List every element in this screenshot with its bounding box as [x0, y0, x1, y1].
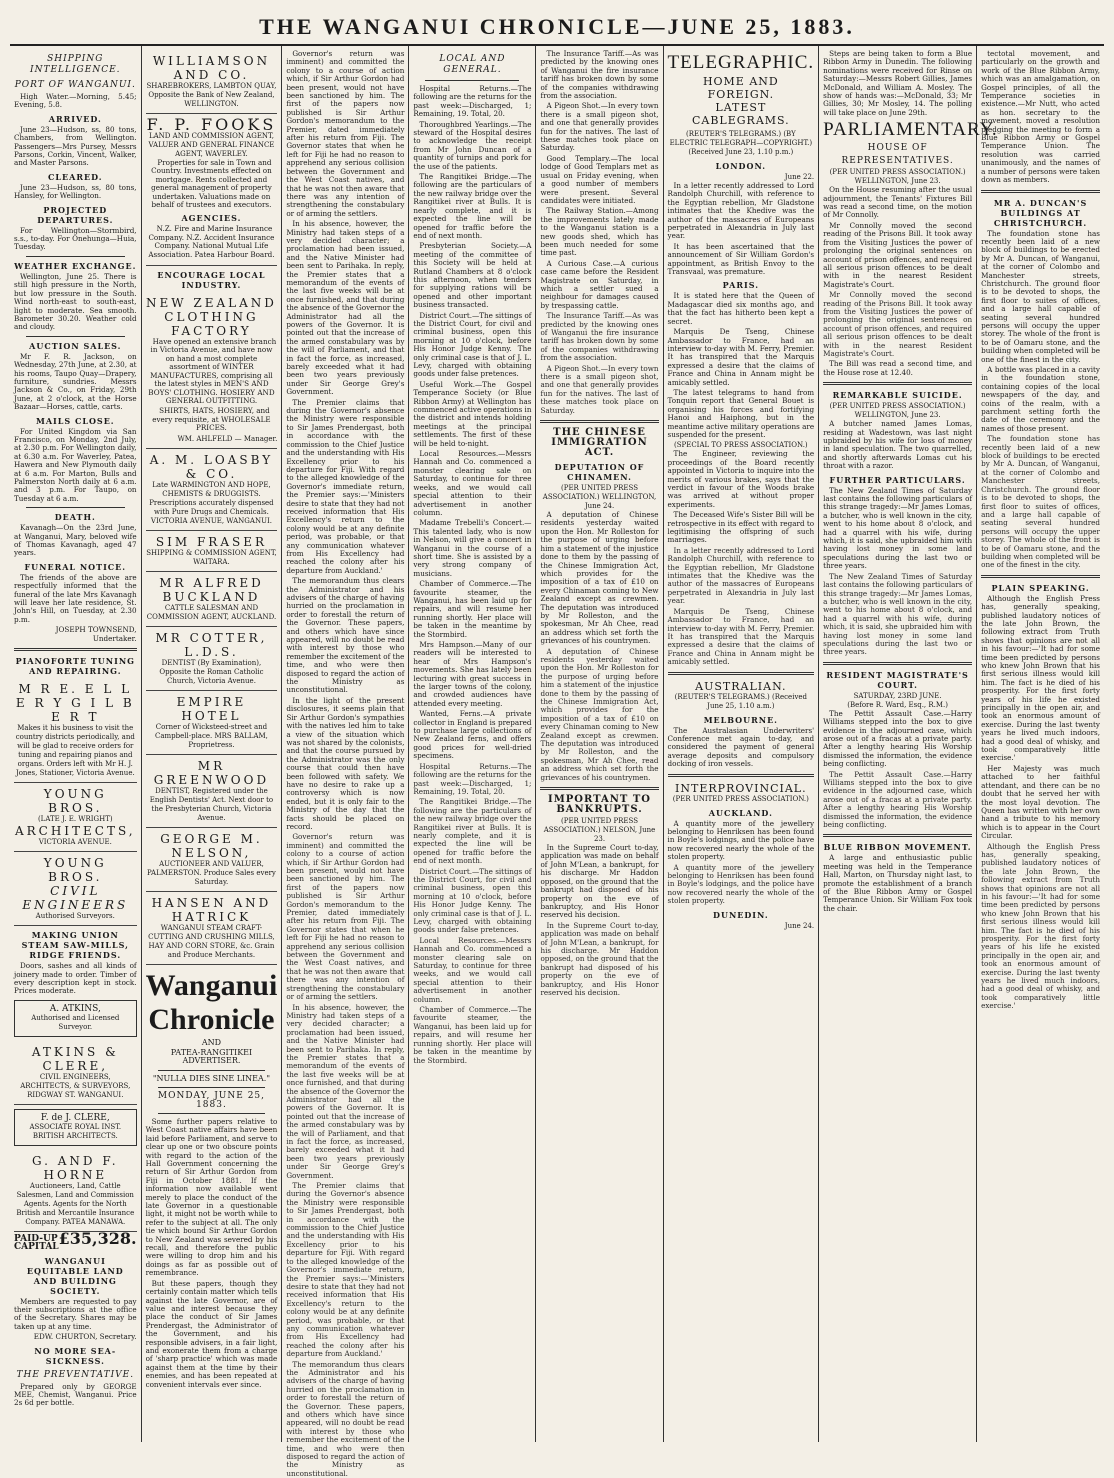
further-heading: FURTHER PARTICULARS. [829, 474, 966, 485]
local-item: The Railway Station.—Among the improvements lately made to the Wanganui station is a new goods shed, which has been much needed for some time past. [540, 206, 659, 258]
steam-heading: MAKING UNION STEAM SAW-MILLS, RIDGE FRIENDS. [21, 930, 129, 961]
local-item: Madame Trebelli's Concert.—This talented lady, who is now in Nelson, will give a concert in Wanganui in the course of a short time. She is assisted by a very strong company of musicians. [413, 518, 532, 578]
ad-clere-name: F. de J. CLERE, [40, 1112, 110, 1123]
projected-text: For Wellington—Stormbird, s.s., to-day. For Onehunga—Huia, Tuesday. [14, 225, 137, 252]
marquis-text: Marquis De Tseng, Chinese Ambassador to France, had an interview to-day with M. Ferry, Premier. It has transpired that the Marquis expressed a desire that the claims of France and China in Annam might be amicably settled. [667, 327, 815, 387]
resident-heading: RESIDENT MAGISTRATE'S COURT. [826, 669, 969, 690]
encourage-heading: ENCOURAGE LOCAL INDUSTRY. [157, 270, 266, 291]
port-heading: PORT OF WANGANUI. [14, 80, 136, 90]
special-source: (SPECIAL TO PRESS ASSOCIATION.) [673, 441, 808, 450]
high-water: High Water.—Morning, 5.45; Evening, 5.8. [14, 92, 137, 110]
leader-para-3b: Governor's return was imminent) and committed the colony to a course of action which, if Sir Arthur Gordon had been present, would not have been sanctioned by him. The first of the papers now published is Sir Arthur Gordon's memorandum to the Premier, dated immediately after his return from Fiji. The Governor states that when he left for Fiji he had no reason to apprehend any serious collision between the Government and the West Coast natives, and that he was not then aware that there was any intention of strengthening the constabulary or of arming the settlers. [286, 832, 405, 1002]
auckland-text-b: A quantity more of the jewellery belonging to Henriksen has been found in Boyle's lodgings, and the police have now recovered nearly the whole of the stolen property. [667, 862, 815, 906]
ad-hatrick [146, 892, 278, 965]
local-item: The Rangitikei Bridge.—The following are the particulars of the new railway bridge over the Rangitikei river at Bulls. It is nearly complete, and it is expected the line will be opened for traffic before the end of next month. [413, 797, 532, 866]
arrived-text: June 23—Hudson, ss, 80 tons, Chambers, from Wellington. Passengers—Mrs Pursey, Messrs Parsons, Corkin, Vincent, Walker, and Master Parsons. [14, 124, 137, 168]
latest-cablegrams: LATEST CABLEGRAMS. [691, 101, 790, 127]
column-misc [977, 46, 1104, 1442]
local-item: A Pigeon Shot.—In every town there is a small pigeon shot, and one that generally provides fun for the natives. The last of these matches took place on Saturday. [540, 101, 659, 153]
local-item: Useful Work.—The Gospel Temperance Society (or Blue Ribbon Army) at Wellington has commenced active operations in the district and intends holding meetings at the principal settlements. The first of these will be held to-night. [413, 379, 532, 448]
ad-fraser-sub: SHIPPING & COMMISSION AGENT, WAITARA. [146, 548, 277, 566]
ad-horne [14, 1150, 137, 1232]
home-foreign: HOME AND FOREIGN. [702, 75, 779, 101]
divider [14, 648, 137, 651]
duncan-text-2: A bottle was placed in a cavity in the foundation stone, containing copies of the local newspapers of the day, and coins of the realm, with a parchment setting forth the date of the ceremony and the names of those present. [981, 365, 1100, 433]
london-text-c: Marquis De Tseng, Chinese Ambassador to France, had an interview to-day with M. Ferry, Premier. It has transpired that the Marquis expressed a desire that the claims of France and China in Annam might be amicably settled. [667, 606, 815, 667]
divider [540, 787, 658, 790]
ad-atkins-sub: Authorised and Licensed Surveyor. [31, 1013, 120, 1031]
london-text-4: The Engineer, reviewing the proceedings of the Board recently appointed in Victoria to inquire into the merits of various brakes, says that the verdict in favour of the Woods brake was arrived at without proper experiments. [667, 449, 815, 509]
weather-heading: WEATHER EXCHANGE. [14, 260, 137, 271]
london-text-5: The Deceased Wife's Sister Bill will be retrospective in its effect with regard to legitimising the offspring of such marriages. [667, 510, 815, 545]
interprovincial-heading: INTERPROVINCIAL. [675, 781, 807, 795]
london-text-2: It has been ascertained that the announcement of Sir William Gordon's appointment, as British Envoy to the Transvaal, was premature. [667, 241, 815, 277]
divider [823, 382, 972, 385]
telegraphic-heading: TELEGRAPHIC. [667, 52, 815, 73]
column-local-general [409, 46, 536, 1442]
leader-para-2: But these papers, though they certainly contain matter which tells against the late Governor, are of value and interest because they place the conduct of Sir James Prendergast, the Administrator of the Government, and his responsible advisers, in a fair light, and exonerate them from a charge of 'sharp practice' which was made against them at the time by their enemies, and has been repeated at convenient intervals ever since. [145, 1278, 278, 1389]
preventive-heading: THE PREVENTATIVE. [16, 1369, 135, 1380]
issue-date: MONDAY, JUNE 25, 1883. [157, 1091, 266, 1110]
plain-text: Although the English Press has, generally speaking, published laudatory notices of the late John Brown, the following extract from Truth shows that opinions are not all in his favour:—'It had for some time been predicted by persons who knew John Brown that his first serious illness would kill him. The fact is he died of his prosperity. For the first forty years of his life he existed principally in the open air, and took an enormous amount of exercise. During the last twenty years he lived much indoors, had a good deal of whisky, and took comparatively little exercise.' [981, 593, 1100, 763]
ad-engineers-sub: Authorised Surveyors. [35, 912, 115, 921]
paid-amount: £35,328. [58, 1228, 137, 1248]
sea-heading: NO MORE SEA-SICKNESS. [34, 1345, 117, 1366]
ad-loasby-sub: Late WARMINGTON AND HOPE, CHEMISTS & DRUGGISTS. [152, 480, 271, 498]
parliament-text-2: Mr Connolly moved the second reading of the Prisons Bill. It took away from the Visiting Justices the power of prolonging the original sentences on account of prison offences, and required all serious prison offences to be dealt with in the nearest Resident Magistrate's Court. [823, 220, 973, 289]
ad-nz-body2: SHIRTS, HATS, HOSIERY, and every requisite, at WHOLESALE PRICES. [152, 406, 271, 433]
local-item: Wanted, Ferns.—A private collector in England is prepared to purchase large collections of New Zealand ferns, and offers good prices for well-dried specimens. [413, 709, 532, 761]
ad-atkins-name: A. ATKINS, [49, 1003, 101, 1014]
ad-young2-name: YOUNG BROS. [43, 856, 107, 885]
ad-cotter-name: MR COTTER, L.D.S. [155, 630, 268, 659]
ad-buckland [146, 572, 278, 627]
ad-nz-clothing-name: NEW ZEALAND CLOTHING FACTORY [145, 296, 277, 339]
parliament-text-2b: Mr Connolly moved the second reading of the Prisons Bill. It took away from the Visiting Justices the power of prolonging the original sentences on account of prison offences, and required all serious prison offences to be dealt with in the nearest Resident Magistrate's Court. [823, 290, 973, 358]
local-item: Mrs Hampson.—Many of our readers will be interested to hear of Mrs Hampson's movements. She has lately been lecturing with great success in the larger towns of the colony, and crowded audiences have attended every meeting. [413, 640, 532, 708]
divider [158, 1087, 266, 1088]
ad-nelson-name: GEORGE M. NELSON, [160, 831, 263, 860]
ad-cotter-sub: DENTIST (By Examination), Opposite the Roman Catholic Church, Victoria Avenue. [159, 658, 264, 685]
ad-gilbert-name: M R E. E L L E R Y G I L B E R T [15, 682, 135, 725]
auckland-text: A quantity more of the jewellery belonging to Henriksen has been found in Boyle's lodgings, and the police have now recovered nearly the whole of the stolen property. [667, 818, 815, 862]
further-text-b: The New Zealand Times of Saturday last contains the following particulars of this strange tragedy:—Mr James Lomas, a butcher, who is well known in the city, went to his home about 8 o'clock, and had a quarrel with his wife, during which, it is said, she upbraided him with having lost money in some land speculations during the last two or three years. [823, 571, 973, 657]
ad-clere-sub: ASSOCIATE ROYAL INST. BRITISH ARCHITECTS. [29, 1122, 122, 1140]
melbourne-text: The Australasian Underwriters' Conference met again to-day, and considered the payment of general average deposits and compulsory docking of iron vessels. [667, 725, 815, 769]
auction-text: Mr F. R. Jackson, on Wednesday, 27th June, at 2.30, at his rooms, Taupo Quay—Drapery, furniture, sundries. Messrs Jackson & Co., on Friday, 29th June, at 2 o'clock, at the Horse Bazaar—Horses, cattle, carts. [14, 351, 137, 412]
divider [981, 575, 1100, 578]
shipping-heading: SHIPPING INTELLIGENCE. [30, 54, 121, 75]
ad-buckland-name: MR ALFRED BUCKLAND [159, 575, 264, 604]
local-item: Hospital Returns.—The following are the returns for the past week:—Discharged, 1; Remaining, 19. Total, 20. [413, 761, 532, 796]
inter-source: (PER UNITED PRESS ASSOCIATION.) [672, 794, 809, 803]
society-text: Members are requested to pay their subscriptions at the office of the Secretary. Shares may be taken up at any time. [14, 1296, 137, 1331]
divider [668, 774, 815, 777]
ad-williamson-name: WILLIAMSON AND CO. [152, 54, 271, 82]
agencies-text: N.Z. Fire and Marine Insurance Company. N.Z. Accident Insurance Company. National Mutual Life Association. Patea Harbour Board. [148, 224, 275, 259]
local-item: A Curious Case.—A curious case came before the Resident Magistrate on Saturday, in which a settler sued a neighbour for damages caused by trespassing cattle. [540, 258, 659, 310]
undertaker: JOSEPH TOWNSEND, Undertaker. [55, 625, 137, 643]
chinese-heading: THE CHINESE IMMIGRATION ACT. [551, 427, 648, 459]
paid-up-capital [14, 1228, 137, 1253]
london-text-b: In a letter recently addressed to Lord Randolph Churchill, with reference to the Egyptian rebellion, Mr Gladstone intimates that the Khedive was the author of the massacres of Europeans perpetrated in Alexandria in July last year. [667, 545, 815, 606]
australian-heading: AUSTRALIAN. [695, 679, 787, 693]
suicide-heading: REMARKABLE SUICIDE. [832, 390, 963, 401]
chinese-text-b: A deputation of Chinese residents yesterday waited upon the Hon. Mr Rolleston for the purpose of urging before him a statement of the injustice done to them by the passing of the Chinese Immigration Act, which provides for the imposition of a tax of £10 on every Chinaman coming to New Zealand except as crewmen. The deputation was introduced by Mr Rolleston, and the spokesman, Mr Ah Chee, read an address which set forth the grievances of his countrymen. [540, 646, 659, 782]
paris-text: It is stated here that the Queen of Madagascar died six months ago, and that the fact has hitherto been kept a secret. [667, 291, 815, 326]
mails-text: For United Kingdom via San Francisco, on Monday, 2nd July, at 2.30 p.m. For Wellington daily, at 6.30 a.m. For Waverley, Patea, Hawera and New Plymouth daily at 6 a.m. For Marton, Bulls and Palmerston North daily at 6 a.m. and 3 p.m. For Taupo, on Tuesday at 6 a.m. [14, 426, 137, 503]
london-heading: LONDON. [715, 161, 767, 171]
column-telegraphic [664, 46, 820, 1442]
column-advertisements [142, 46, 283, 1442]
dunedin-heading: DUNEDIN. [713, 909, 769, 920]
telegraph-source: (REUTER'S TELEGRAMS.) (BY ELECTRIC TELEGRAPH—COPYRIGHT.) (Received June 23, 1.10 p.m.) [669, 130, 813, 156]
parliament-source: (PER UNITED PRESS ASSOCIATION.) WELLINGTON, June 23. [829, 168, 966, 186]
ribbon-continued: tectotal movement, and particularly on the growth and work of the Blue Ribbon Army, which was an amalgamation, on Gospel principles, of all the Temperance societies in existence.—Mr Nutt, who acted as hon. secretary to the movement, moved a resolution pledging the meeting to form a Blue Ribbon Army or Gospel Temperance Union. The resolution was carried unanimously, and the names of a number of persons were taken down as members. [981, 49, 1100, 185]
ad-atkins [14, 1000, 137, 1037]
london-text-3: The latest telegrams to hand from Tonquin report that General Bouet is organising his forces and fortifying Hanoi and Haiphong, but in the meantime active military operations are suspended for the present. [667, 387, 815, 439]
ad-atkins-clere [14, 1041, 137, 1105]
chinese-subheading: DEPUTATION OF CHINAMEN. [554, 462, 645, 483]
local-item: Hospital Returns.—The following are the returns for the past week:—Discharged, 1; Remaining, 19. Total, 20. [413, 84, 532, 119]
ad-atkins-clere-sub: CIVIL ENGINEERS, ARCHITECTS, & SURVEYORS, RIDGWAY ST. WANGANUI. [20, 1072, 131, 1099]
resident-text: The Pettit Assault Case.—Harry Williams stepped into the box to give evidence in the adjourned case, which arose out of a fracas at a private party. After a lengthy hearing His Worship dismissed the information, the evidence being conflicting. [823, 708, 973, 769]
ad-empire [146, 691, 278, 755]
divider [425, 80, 519, 81]
bankrupts-text-b: In the Supreme Court to-day, application was made on behalf of John M'Lean, a bankrupt, for his discharge. Mr Haddon opposed, on the ground that the bankrupt had disposed of his property on the eve of bankruptcy, and His Honor reserved his decision. [540, 920, 659, 997]
local-item: Good Templary.—The local lodge of Good Templars met as usual on Friday evening, when a good number of members were present. Several candidates were initiated. [540, 153, 659, 205]
arrived-heading: ARRIVED. [48, 113, 102, 124]
bankrupts-heading: IMPORTANT TO BANKRUPTS. [548, 794, 651, 816]
ad-atkins-clere-name: ATKINS & CLERE, [31, 1044, 119, 1073]
leader-para-1: Some further papers relative to West Coast native affairs have been laid before Parliament, and serve to clear up one or two obscure points with regard to the action of the Hall Government concerning the return of Sir Arthur Gordon from Fiji in October 1881. If the information now available went merely to place the conduct of the late Governor in a questionable light, it might not be worth while to refer to the subject at all. The only tie which bound Sir Arthur Gordon to New Zealand was severed by his recall, and therefore the public were willing to drop him and his doings as far as possible out of remembrance. [145, 1116, 278, 1278]
duncan-heading: MR A. DUNCAN'S BUILDINGS AT CHRISTCHURCH. [993, 197, 1088, 228]
divider [26, 256, 125, 257]
ad-gilbert [14, 678, 137, 783]
leader-para-5: The Premier claims that during the Governor's absence the Ministry were responsible to Sir James Prendergast, both in accordance with the commission to the Chief Justice and the understanding with His Excellency prior to his departure for Fiji. With regard to the alleged knowledge of the Governor's immediate return, the Premier says:—'Ministers desire to state that they had not received information that His Excellency's return to the colony would be at any definite period, was probable, or that any communication whatever from His Excellency had reached the colony after his departure from Auckland.' [286, 397, 405, 575]
ad-greenwood [146, 755, 278, 828]
paris-heading: PARIS. [722, 280, 759, 291]
divider [823, 662, 972, 665]
masthead: THE WANGANUI CHRONICLE—JUNE 25, 1883. [10, 6, 1104, 46]
leader-para-6b: The memorandum thus clears the Administrator and his advisers of the charge of having hurried on the proclamation in order to forestall the return of the Governor. These papers, and others which have since appeared, will no doubt be read with interest by those who remember the excitement of the time, and who were then disposed to regard the action of the Ministry as unconstitutional. [286, 1359, 405, 1478]
column-leader [282, 46, 409, 1478]
ad-loasby-body: Prescriptions accurately dispensed with Pure Drugs and Chemicals. VICTORIA AVENUE, WANGANUI. [149, 498, 274, 525]
ad-nz-clothing [146, 292, 278, 448]
ad-loasby-name: A. M. LOASBY & CO. [149, 452, 274, 481]
ad-williamson [146, 50, 278, 114]
ad-fooks-body: Properties for sale in Town and Country. Investments effected on mortgage. Rents collected and general management of property undertaken. Valuations made on behalf of trustees and executors. [151, 158, 272, 210]
chronicle-nameplate: Wanganui Chronicle [145, 968, 278, 1036]
column-shipping [10, 46, 142, 1442]
projected-heading: PROJECTED DEPARTURES. [37, 204, 114, 225]
parliamentary-heading: PARLIAMENTARY. [823, 119, 998, 141]
death-heading: DEATH. [54, 512, 96, 523]
cleared-text: June 23—Hudson, ss, 80 tons, Hansley, for Wellington. [14, 182, 137, 201]
parliament-text-1: On the House resuming after the usual adjournment, the Tenants' Fixtures Bill was read a second time, on the motion of Mr Connolly. [823, 185, 973, 220]
ad-fooks-sub: LAND AND COMMISSION AGENT, VALUER AND GENERAL FINANCE AGENT, WAVERLEY. [148, 132, 275, 158]
nameplate-and: AND [201, 1037, 222, 1047]
parliament-text-3: The Bill was read a second time, and the House rose at 12.40. [823, 359, 973, 377]
house-heading: HOUSE OF REPRESENTATIVES. [841, 143, 954, 167]
plain-text-2: Her Majesty was much attached to her faithful attendant, and there can be no doubt that he served her with the most loyal devotion. The Queen has written with her own hand a tribute to his memory which is to appear in the Court Circular. [981, 763, 1100, 841]
ad-buckland-sub: CATTLE SALESMAN AND COMMISSION AGENT, AUCKLAND. [146, 603, 277, 621]
duncan-text: The foundation stone has recently been laid of a new block of buildings to be erected by Mr A. Duncan, of Wanganui, at the corner of Colombo and Manchester streets, Christchurch. The ground floor is to be devoted to shops, the first floor to suites of offices, and a large hall capable of seating several hundred persons will occupy the upper storey. The whole of the front is to be of Oamaru stone, and the building when completed will be one of the finest in the city. [981, 228, 1100, 364]
motto: "NULLA DIES SINE LINEA." [152, 1073, 271, 1083]
ad-horne-name: G. AND F. HORNE [31, 1153, 119, 1182]
auction-heading: AUCTION SALES. [29, 340, 122, 351]
funeral-text: The friends of the above are respectfully informed that the funeral of the late Mrs Kavanagh will leave her late residence, St. John's Hill, on Tuesday, at 2.30 p.m. [14, 572, 137, 624]
ad-hatrick-sub: WANGANUI STEAM CRAFT-CUTTING AND CRUSHING MILLS, HAY AND CORN STORE, &c. Grain and Produce Merchants. [148, 923, 275, 959]
local-item: The Insurance Tariff.—As was predicted by the knowing ones of Wanganui the fire insurance tariff has broken down by some of the companies withdrawing from the association. [540, 49, 659, 101]
dunedin-date: June 24. [784, 921, 815, 930]
ad-victoria: VICTORIA AVENUE. [38, 838, 112, 847]
bankrupts-source: (PER UNITED PRESS ASSOCIATION.) NELSON, June 23. [543, 817, 656, 844]
ad-young-sub: (LATE J. E. WRIGHT) [37, 815, 113, 824]
mails-heading: MAILS CLOSE. [35, 415, 115, 426]
plain-heading: PLAIN SPEAKING. [991, 582, 1090, 593]
ad-cotter [146, 627, 278, 691]
local-item: The Rangitikei Bridge.—The following are the particulars of the new railway bridge over the Rangitikei river at Bulls. It is nearly complete, and it is expected the line will be opened for traffic before the end of next month. [413, 172, 532, 240]
local-item: A Pigeon Shot.—In every town there is a small pigeon shot, and one that generally provides fun for the natives. The last of these matches took place on Saturday. [540, 363, 659, 415]
suicide-source: (PER UNITED PRESS ASSOCIATION.) WELLINGTON, June 23. [829, 402, 966, 420]
society-secretary: EDW. CHURTON, Secretary. [33, 1332, 137, 1342]
local-item: Chamber of Commerce.—The favourite steamer, the Wanganui, has been laid up for repairs, and will resume her running shortly. Her place will be taken in the meantime by the Stormbird. [413, 1005, 532, 1065]
duncan-text-b: The foundation stone has recently been laid of a new block of buildings to be erected by Mr A. Duncan, of Wanganui, at the corner of Colombo and Manchester streets, Christchurch. The ground floor is to be devoted to shops, the first floor to suites of offices, and a large hall capable of seating several hundred persons will occupy the upper storey. The whole of the front is to be of Oamaru stone, and the building when completed will be one of the finest in the city. [981, 434, 1100, 570]
local-item: District Court.—The sittings of the District Court, for civil and criminal business, open this morning at 10 o'clock, before His Honor Judge Kenny. The only criminal case is that of J. L. Levy, charged with obtaining goods under false pretences. [413, 866, 532, 935]
ad-williamson-sub: SHAREBROKERS, LAMBTON QUAY, Opposite the Bank of New Zealand, WELLINGTON. [146, 82, 277, 108]
resident-date: SATURDAY, 23RD JUNE. [853, 691, 942, 700]
divider [540, 420, 658, 423]
london-text-1: In a letter recently addressed to Lord Randolph Churchill, with reference to the Egyptian rebellion, Mr Gladstone intimates that the Khedive was the author of the massacres of Europeans perpetrated in Alexandria in July last year. [667, 181, 815, 241]
local-general-heading: LOCAL AND GENERAL. [439, 54, 506, 75]
nameplate-sub: PATEA-RANGITIKEI ADVERTISER. [170, 1047, 253, 1066]
ad-clere [14, 1109, 137, 1146]
columns [10, 46, 1104, 1478]
ad-horne-sub: Auctioneers, Land, Cattle Salesmen, Land and Commission Agents. Agents for the North British and Mercantile Insurance Company. PATEA MANAWA. [16, 1181, 135, 1226]
chinese-source: (PER UNITED PRESS ASSOCIATION.) WELLINGTON, June 24. [542, 484, 657, 511]
ad-nelson [146, 828, 278, 892]
local-item: Local Resources.—Messrs Hannah and Co. commenced a monster clearing sale on Saturday, to continue for three weeks, and we would call special attention to their advertisement in another column. [413, 935, 532, 1004]
ad-nelson-sub: AUCTIONEER AND VALUER, PALMERSTON. Produce Sales every Saturday. [146, 859, 276, 886]
ad-engineers: CIVIL ENGINEERS [22, 884, 129, 913]
resident-text-b: The Pettit Assault Case.—Harry Williams stepped into the box to give evidence in the adjourned case, which arose out of a fracas at a private party. After a lengthy hearing His Worship dismissed the information, the evidence being conflicting. [823, 769, 973, 830]
ad-hatrick-name: HANSEN AND HATRICK [151, 895, 272, 924]
piano-heading: PIANOFORTE TUNING AND REPAIRING. [15, 656, 135, 677]
ad-architects: ARCHITECTS, [14, 824, 136, 839]
paid-label: PAID-UP CAPITAL [14, 1233, 59, 1253]
ribbon-text: A large and enthusiastic public meeting was held in the Temperance Hall, Marton, on Thursday night last, to promote the establishment of a branch of the Blue Ribbon Army or Gospel Temperance Union. Sir William Fox took the chair. [823, 853, 973, 913]
auckland-heading: AUCKLAND. [708, 807, 773, 818]
ad-nz-manager: WM. AHLFELD — Manager. [177, 434, 278, 443]
death-text: Kavanagh—On the 23rd June, at Wanganui, Mary, beloved wife of Thomas Kavanagh, aged 47 years. [14, 523, 137, 558]
ad-greenwood-sub: DENTIST, Registered under the English Dentists' Act. Next door to the Presbyterian Church, Victoria Avenue. [149, 786, 274, 822]
divider [823, 834, 972, 837]
ad-fraser [146, 531, 278, 572]
weather-text: Wellington, June 25. There is still high pressure in the North, but low pressure in the South. Wind north-east to south-east, light to moderate. Sea smooth. Barometer 30.20. Weather cold and cloudy. [14, 271, 137, 332]
ribbon-heading: BLUE RIBBON MOVEMENT. [823, 842, 972, 853]
ad-fraser-name: SIM FRASER [155, 534, 267, 549]
local-item: Thoroughbred Yearlings.—The steward of the Hospital desires to acknowledge the receipt from Mr John Duncan of a quantity of turnips and pork for the use of the patients. [413, 119, 532, 171]
ad-greenwood-name: MR GREENWOOD [153, 758, 270, 787]
column-parliamentary [819, 46, 998, 1442]
local-item: Presbyterian Society.—A meeting of the committee of this Society will be held at Rutland Chambers at 8 o'clock this afternoon, when tenders for supplying rations will be opened and other important business transacted. [413, 241, 532, 310]
further-text: The New Zealand Times of Saturday last contains the following particulars of this strange tragedy:—Mr James Lomas, a butcher, who is well known in the city, went to his home about 8 o'clock, and had a quarrel with his wife, during which, it is said, she upbraided him with having lost money in some land speculations during the last two or three years. [823, 485, 973, 571]
plain-text-b: Although the English Press has, generally speaking, published laudatory notices of the late John Brown, the following extract from Truth shows that opinions are not all in his favour:—'It had for some time been predicted by persons who knew John Brown that his first serious illness would kill him. The fact is he died of his prosperity. For the first forty years of his life he existed principally in the open air, and took an enormous amount of exercise. During the last twenty years he lived much indoors, had a good deal of whisky, and took comparatively little exercise.' [981, 841, 1100, 1011]
leader-para-5b: The Premier claims that during the Governor's absence the Ministry were responsible to Sir James Prendergast, both in accordance with the commission to the Chief Justice and the understanding with His Excellency prior to his departure for Fiji. With regard to the alleged knowledge of the Governor's immediate return, the Premier says:—'Ministers desire to state that they had not received information that His Excellency's return to the colony would be at any definite period, was probable, or that any communication whatever from His Excellency had reached the colony after his departure from Auckland.' [286, 1181, 405, 1359]
leader-para-6: The memorandum thus clears the Administrator and his advisers of the charge of having hurried on the proclamation in order to forestall the return of the Governor. These papers, and others which have since appeared, will no doubt be read with interest by those who remember the excitement of the time, and who were then disposed to regard the action of the Ministry as unconstitutional. [286, 576, 405, 695]
steam-text: Doors, sashes and all kinds of joinery made to order. Timber of every description kept in stock. Prices moderate. [14, 961, 137, 996]
melbourne-heading: MELBOURNE. [703, 714, 778, 725]
local-item: District Court.—The sittings of the District Court, for civil and criminal business, open this morning at 10 o'clock, before His Honor Judge Kenny. The only criminal case is that of J. L. Levy, charged with obtaining goods under false pretences. [413, 310, 532, 379]
divider [668, 672, 815, 675]
divider [158, 1113, 266, 1114]
ad-nz-body: Have opened an extensive branch in Victoria Avenue, and have now on hand a most complete assortment of WINTER MANUFACTURES, comprising all the latest styles in MEN'S AND BOYS' CLOTHING. HOSIERY AND GENERAL OUTFITTING. [148, 337, 277, 405]
australian-source: (REUTER'S TELEGRAMS.) (Received June 25, 1.10 a.m.) [674, 692, 808, 710]
ad-gilbert-body: Makes it his business to visit the country districts periodically, and will be glad to receive orders for tuning and repairing pianos and organs. Orders left with Mr H. J. Jones, Stationer, Victoria Avenue. [15, 724, 135, 778]
suicide-text: A butcher named James Lomas, residing at Wadestown, was last night upbraided by his wife for loss of money in land speculation. The two quarrelled, and shortly afterwards Lomas cut his throat with a razor. [823, 419, 973, 471]
ad-loasby [146, 449, 278, 531]
bankrupts-text: In the Supreme Court to-day, application was made on behalf of John M'Lean, a bankrupt, for his discharge. Mr Haddon opposed, on the ground that the bankrupt had disposed of his property on the eve of bankruptcy, and His Honor reserved his decision. [540, 843, 659, 920]
leader-para-4: In his absence, however, the Ministry had taken steps of a very decided character; a proclamation had been issued, and the Native Minister had been sent to Parihaka. In reply, the Premier states that a memorandum of the events of the last five weeks will be at once furnished, and that during the absence of the Governor the Administrator had all the powers of the Governor. It is pointed out that the increase of the armed constabulary was by the will of Parliament, and that in fact the force, as increased, barely exceeded what it had been two years previously under Sir George Grey's Government. [286, 219, 405, 397]
divider [26, 336, 125, 337]
leader-para-4b: In his absence, however, the Ministry had taken steps of a very decided character; a proclamation had been issued, and the Native Minister had been sent to Parihaka. In reply, the Premier states that a memorandum of the events of the last five weeks will be at once furnished, and that during the absence of the Governor the Administrator had all the powers of the Governor. It is pointed out that the increase of the armed constabulary was by the will of Parliament, and that in fact the force, as increased, barely exceeded what it had been two years previously under Sir George Grey's Government. [286, 1002, 405, 1180]
ad-young-name: YOUNG BROS. [43, 787, 107, 816]
ad-young-architects [14, 783, 137, 852]
preventive-text: Prepared only by GEORGE MEE, Chemist, Wanganui. Price 2s 6d per bottle. [14, 1381, 137, 1408]
leader-para-7: In the light of the present disclosures, it seems plain that Sir Arthur Gordon's sympathies with the natives led him to take a view of the situation which was not shared by the colonists, and that the course pursued by the Administrator was the only course that could then have been followed with safety. We have no desire to rake up a controversy which is now ended, but it is only fair to the Ministry of the day that the facts should be placed on record. [286, 695, 405, 831]
ad-empire-name: EMPIRE HOTEL [176, 694, 247, 723]
ad-fooks-name: F. P. FOOKS [146, 115, 277, 134]
dunedin-text: Steps are being taken to form a Blue Ribbon Army in Dunedin. The following nominations were received for Rinse on Saturday:—Messrs Robert Gillies, James McDonald, and William A. Mosley. The show of hands was:—McDonald, 33; Mr Gillies, 30; Mr Mosley, 14. The polling will take place on June 29th. [823, 49, 973, 117]
cleared-heading: CLEARED. [48, 171, 103, 182]
society-heading: WANGANUI EQUITABLE LAND AND BUILDING SOCIETY. [26, 1255, 124, 1296]
resident-before: (Before R. Ward, Esq., R.M.) [847, 700, 949, 709]
funeral-heading: FUNERAL NOTICE. [24, 561, 127, 572]
column-local-continued [536, 46, 663, 1442]
agencies-heading: AGENCIES. [181, 213, 242, 224]
divider [981, 190, 1100, 193]
ad-empire-sub: Corner of Wicksteed-street and Campbell-place. MRS BALLAM, Proprietress. [154, 722, 268, 749]
ad-fooks [146, 114, 278, 266]
divider [26, 507, 125, 508]
local-item: Local Resources.—Messrs Hannah and Co. commenced a monster clearing sale on Saturday, to continue for three weeks, and we would call special attention to their advertisement in another column. [413, 449, 532, 517]
local-item: Chamber of Commerce.—The favourite steamer, the Wanganui, has been laid up for repairs, and will resume her running shortly. Her place will be taken in the meantime by the Stormbird. [413, 579, 532, 639]
chinese-text: A deputation of Chinese residents yesterday waited upon the Hon. Mr Rolleston for the purpose of urging before him a statement of the injustice done to them by the passing of the Chinese Immigration Act, which provides for the imposition of a tax of £10 on every Chinaman coming to New Zealand except as crewmen. The deputation was introduced by Mr Rolleston, and the spokesman, Mr Ah Chee, read an address which set forth the grievances of his countrymen. [540, 510, 659, 646]
local-item: The Insurance Tariff.—As was predicted by the knowing ones of Wanganui the fire insurance tariff has broken down by some of the companies withdrawing from the association. [540, 311, 659, 363]
ad-young-engineers [14, 852, 137, 926]
divider [158, 1070, 266, 1071]
london-date: June 22. [784, 173, 815, 181]
leader-para-3: Governor's return was imminent) and committed the colony to a course of action which, if Sir Arthur Gordon had been present, would not have been sanctioned by him. The first of the papers now published is Sir Arthur Gordon's memorandum to the Premier, dated immediately after his return from Fiji. The Governor states that when he left for Fiji he had no reason to apprehend any serious collision between the Government and the West Coast natives, and that he was not then aware that there was any intention of strengthening the constabulary or of arming the settlers. [286, 49, 405, 218]
